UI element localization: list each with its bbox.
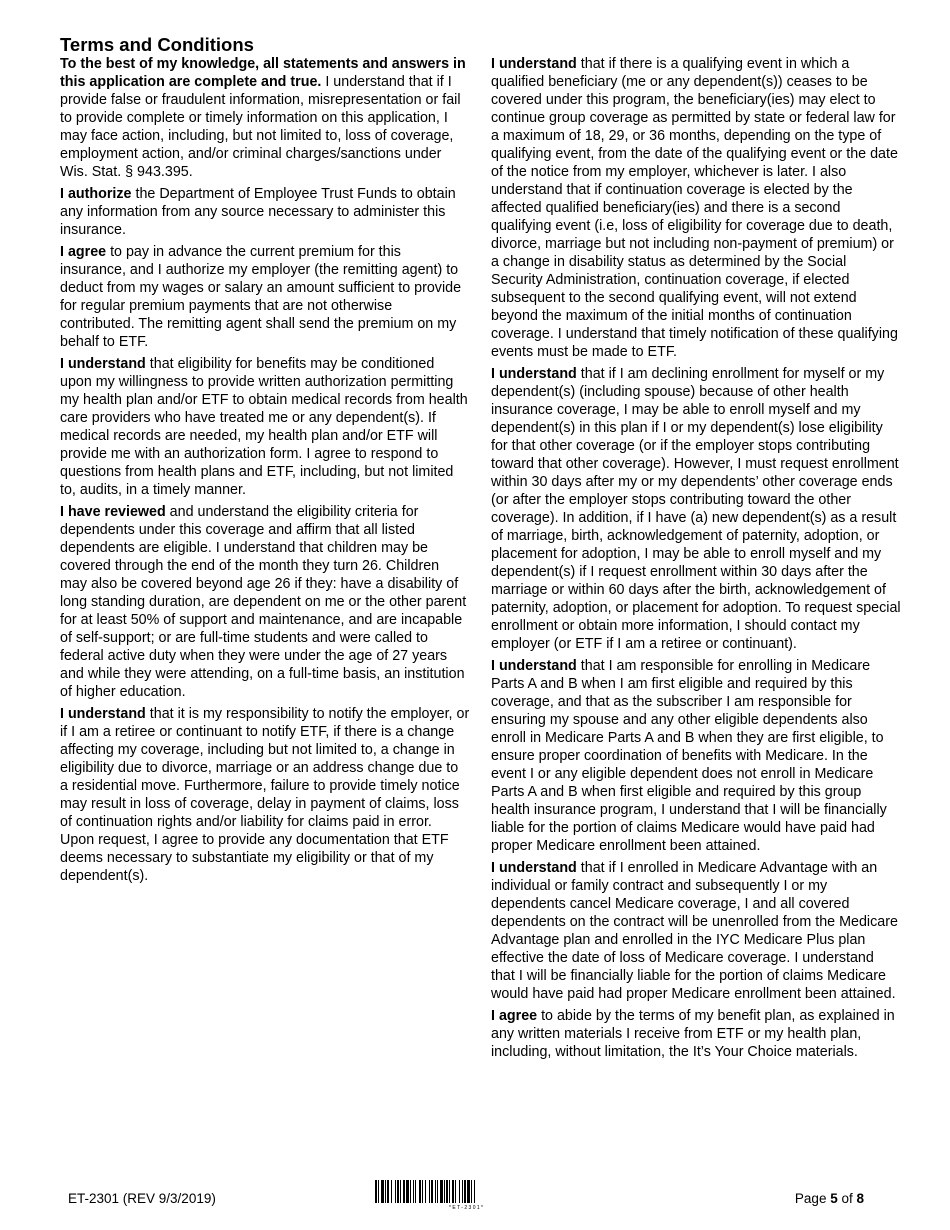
paragraph-text: that if I am declining enrollment for myself or my dependent(s) (including spouse) because of other health insurance coverage, I may be able to enroll myself and my dependent(s) in this plan if I or my dependent(s) lose eligibility for that other coverage (or if the employer stops contributing toward that other coverage). However, I must request enrollment within 30 days after my or my dependents’ other coverage ends (or after the employer stops contributing toward the other coverage). In addition, if I have (a) new dependent(s) as a result of marriage, birth, acknowledgement of paternity, adoption, or placement for adoption, I may be able to enroll myself and my dependent(s) if I request enrollment within 30 days after the marriage or within 60 days after the birth, acknowledgement of paternity, adoption, or placement for adoption. To request special enrollment or obtain more information, I should contact my employer (or ETF if I am a retiree or continuant). bbox=[491, 366, 901, 652]
paragraph-text: that if I enrolled in Medicare Advantage with an individual or family contract and subsequently I or my dependents cancel Medicare coverage, I and all covered dependents on the contract will be unenrolled from the Medicare Advantage plan and enrolled in the IYC Medicare Plus plan effective the date of loss of Medicare coverage. I understand that I will be financially liable for the portion of claims Medicare would have paid had proper Medicare enrollment been attained. bbox=[491, 860, 898, 1002]
page-prefix: Page bbox=[794, 1191, 831, 1206]
paragraph-text: to abide by the terms of my benefit plan, as explained in any written materials I receive from ETF or my health plan, including, without limitation, the It’s Your Choice materials. bbox=[491, 1008, 895, 1060]
paragraph-lead: To the best of my knowledge, all statements and answers in this application are complete and true. bbox=[60, 56, 466, 90]
terms-paragraph bbox=[60, 185, 470, 239]
terms-paragraph bbox=[60, 55, 470, 181]
paragraph-lead: I authorize bbox=[60, 186, 132, 202]
paragraph-lead: I have reviewed bbox=[60, 504, 166, 520]
page-title: Terms and Conditions bbox=[60, 34, 254, 55]
terms-paragraph bbox=[60, 355, 470, 499]
right-column bbox=[491, 55, 901, 1065]
terms-paragraph bbox=[491, 859, 901, 1003]
terms-paragraph bbox=[60, 705, 470, 885]
paragraph-lead: I agree bbox=[491, 1008, 538, 1024]
paragraph-text: the Department of Employee Trust Funds to obtain any information from any source necessary to administer this insurance. bbox=[60, 186, 456, 238]
paragraph-text: that if there is a qualifying event in which a qualified beneficiary (me or any dependent(s)) ceases to be covered under this program, the beneficiary(ies) may elect to continue group coverage as permitted by state or federal law for a maximum of 18, 29, or 36 months, depending on the type of qualifying event, from the date of the qualifying event or the date of the notice from my employer, whichever is later. I also understand that if continuation coverage is elected by the affected qualified beneficiary(ies) and there is a second qualifying event (i.e, loss of eligibility for coverage due to death, divorce, marriage but not including non-payment of premium) or a change in disability status as determined by the Social Security Administration, continuation coverage, if elected subsequent to the second qualifying event, will not extend beyond the maximum of the initial months of continuation coverage. I understand that timely notification of these qualifying events must be made to ETF. bbox=[491, 56, 898, 360]
paragraph-lead: I agree bbox=[60, 244, 107, 260]
terms-paragraph bbox=[60, 503, 470, 701]
paragraph-lead: I understand bbox=[60, 356, 146, 372]
terms-paragraph bbox=[491, 365, 901, 653]
paragraph-text: I understand that if I provide false or fraudulent information, misrepresentation or fail to provide complete or timely information on this application, I may face action, including, but not limited to, loss of coverage, employment action, and/or criminal charges/sanctions under Wis. Stat. § 943.395. bbox=[60, 74, 461, 180]
page-total: 8 bbox=[856, 1191, 864, 1206]
paragraph-text: that I am responsible for enrolling in Medicare Parts A and B when I am first eligible and required by this coverage, and that as the subscriber I am responsible for ensuring my spouse and any other eligible dependents also enroll in Medicare Parts A and B when they are first eligible, to ensure proper coordination of benefits with Medicare. In the event I or any eligible dependent does not enroll in Medicare Parts A and B when first eligible and required by this group health insurance program, I understand that I will be financially liable for the portion of claims Medicare would have paid had proper Medicare enrollment been attained. bbox=[491, 658, 887, 854]
paragraph-lead: I understand bbox=[491, 366, 577, 382]
page-current: 5 bbox=[830, 1191, 838, 1206]
page-number bbox=[795, 1191, 864, 1206]
paragraph-text: to pay in advance the current premium for this insurance, and I authorize my employer (the remitting agent) to deduct from my wages or salary an amount sufficient to provide for regular premium payments that are not otherwise contributed. The remitting agent shall send the premium on my behalf to ETF. bbox=[60, 244, 462, 350]
terms-paragraph bbox=[491, 1007, 901, 1061]
paragraph-text: that it is my responsibility to notify the employer, or if I am a retiree or continuant to notify ETF, if there is a change affecting my coverage, including but not limited to, a change in eligibility due to divorce, marriage or an address change due to a residential move. Furthermore, failure to provide timely notice may result in loss of coverage, delay in payment of claims, loss of continuation rights and/or liability for claims paid in error. Upon request, I agree to provide any documentation that ETF deems necessary to substantiate my eligibility or that of my dependent(s). bbox=[60, 706, 470, 884]
paragraph-text: and understand the eligibility criteria for dependents under this coverage and affirm that all listed dependents are eligible. I understand that children may be covered through the end of the month they turn 26. Children may also be covered beyond age 26 if they: have a disability of long standing duration, are dependent on me or the other parent for at least 50% of support and maintenance, and are incapable of self-support; or are full-time students and were called to federal active duty when they were under the age of 27 years and while they were attending, on a full-time basis, an institution of higher education. bbox=[60, 504, 467, 700]
paragraph-lead: I understand bbox=[491, 658, 577, 674]
paragraph-lead: I understand bbox=[491, 860, 577, 876]
terms-paragraph bbox=[491, 657, 901, 855]
terms-paragraph bbox=[60, 243, 470, 351]
paragraph-lead: I understand bbox=[491, 56, 577, 72]
barcode-text: * E T - 2 3 0 1 * bbox=[448, 1205, 484, 1210]
left-column bbox=[60, 55, 470, 889]
paragraph-lead: I understand bbox=[60, 706, 146, 722]
barcode bbox=[375, 1180, 557, 1210]
page-sep: of bbox=[837, 1191, 857, 1206]
form-id: ET-2301 (REV 9/3/2019) bbox=[68, 1191, 216, 1206]
paragraph-text: that eligibility for benefits may be conditioned upon my willingness to provide written authorization permitting my health plan and/or ETF to obtain medical records from health care providers who have treated me or any dependent(s). If medical records are needed, my health plan and/or ETF will provide me with an authorization form. I agree to respond to questions from health plans and ETF, including, but not limited to, audits, in a timely manner. bbox=[60, 356, 468, 498]
terms-paragraph bbox=[491, 55, 901, 361]
